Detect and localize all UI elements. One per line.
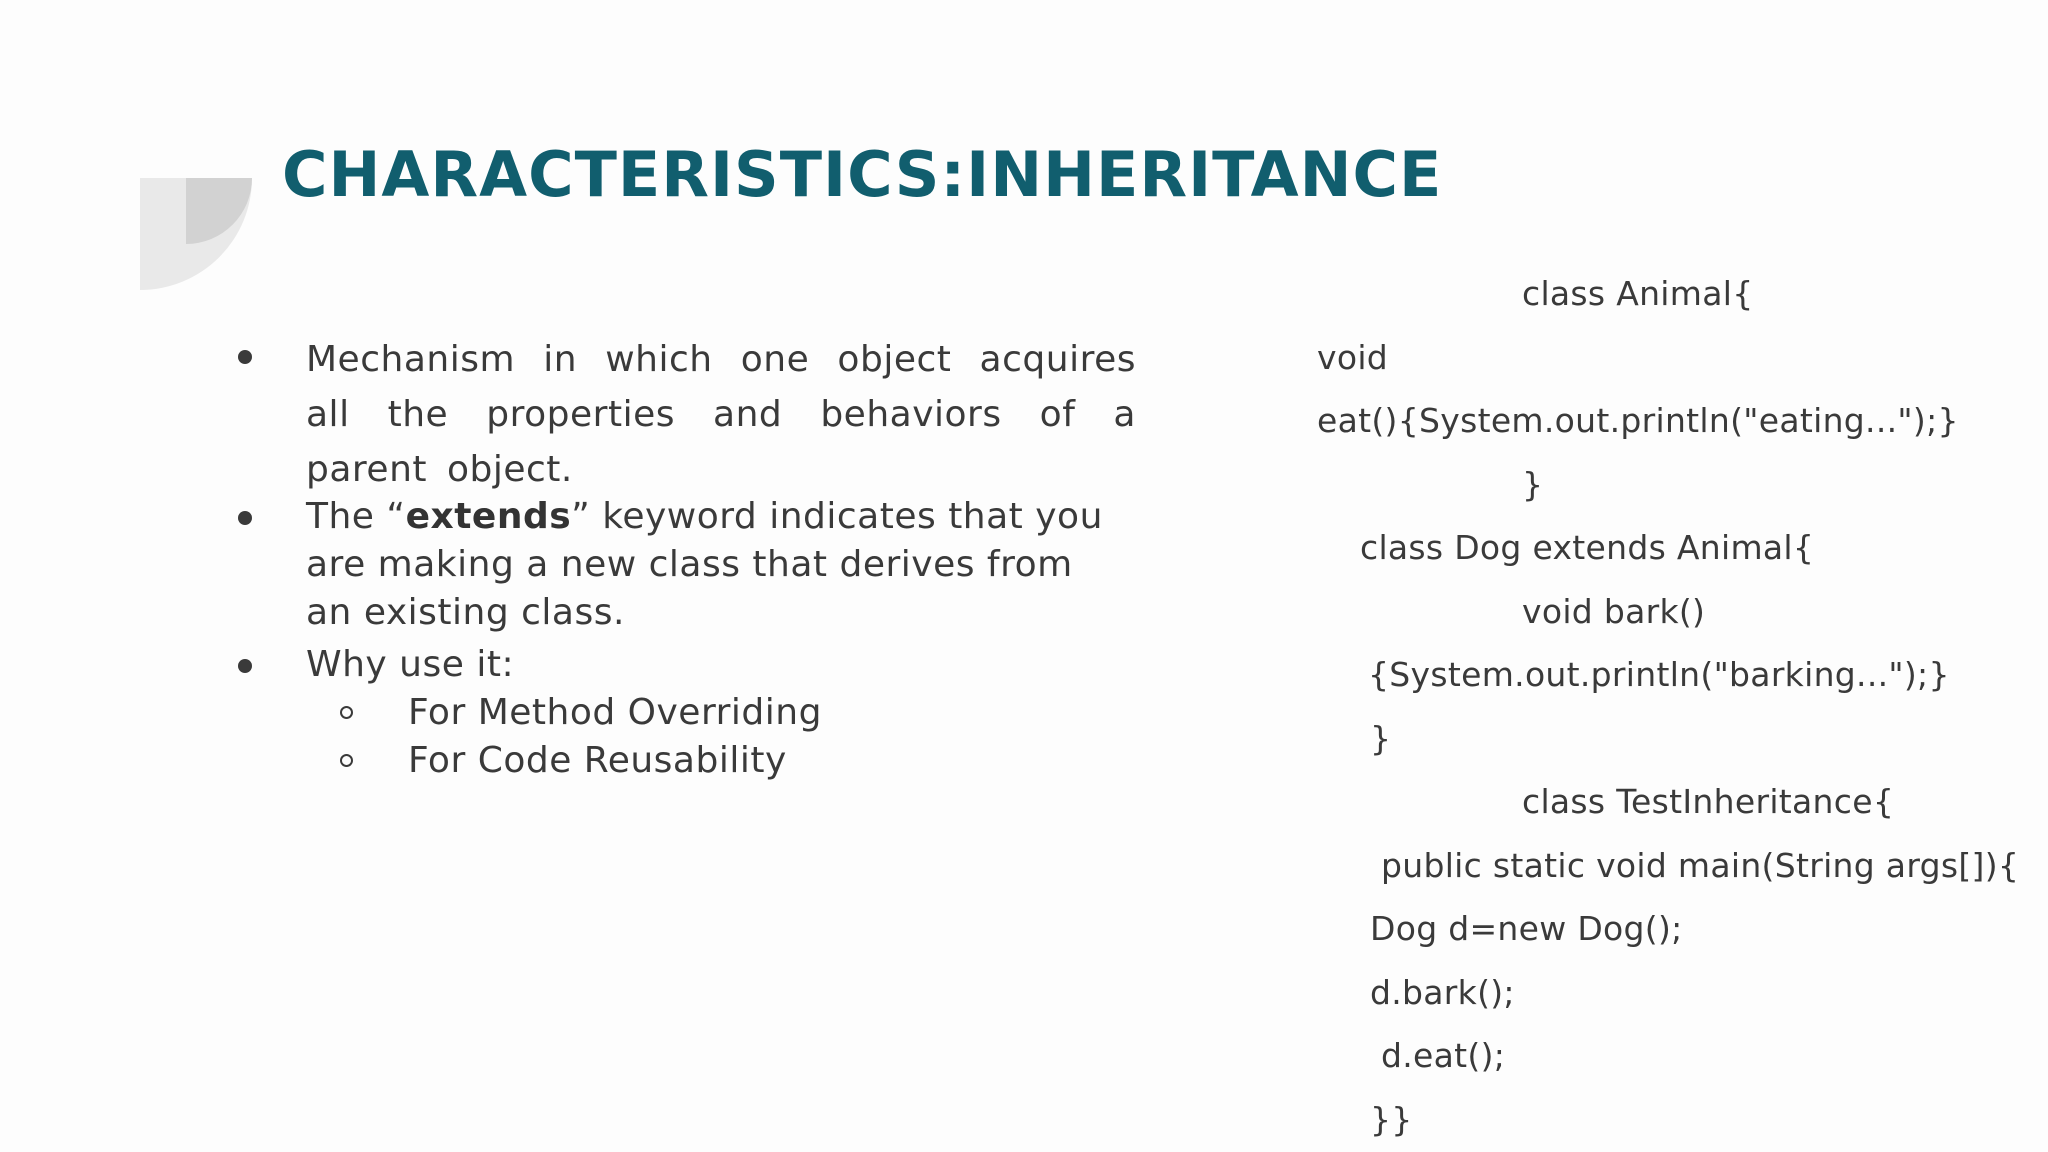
quarter-circle-ornament — [140, 178, 252, 290]
code-line: void — [1317, 338, 1389, 377]
code-line: d.bark(); — [1370, 973, 1515, 1012]
bullet-list — [232, 332, 1136, 785]
code-line: class Dog extends Animal{ — [1360, 528, 1815, 567]
bullet-prefix: The “ — [306, 496, 406, 537]
code-line: } — [1522, 465, 1544, 504]
sub-bullet-text: For Method Overriding — [408, 692, 822, 733]
code-line: d.eat(); — [1381, 1036, 1506, 1075]
sub-bullet-item — [232, 737, 1132, 785]
hollow-bullet-icon — [340, 754, 353, 767]
code-line: public static void main(String args[]){ — [1381, 846, 2020, 885]
code-line: void bark() — [1522, 592, 1706, 631]
sub-bullet-text: For Code Reusability — [408, 740, 787, 781]
bullet-item — [232, 493, 1126, 637]
code-line: {System.out.println("barking...");} — [1368, 655, 1950, 694]
code-line: class TestInheritance{ — [1522, 782, 1895, 821]
bullet-dot-icon — [238, 350, 252, 364]
hollow-bullet-icon — [340, 706, 353, 719]
code-line: Dog d=new Dog(); — [1370, 909, 1683, 948]
code-line: } — [1370, 719, 1392, 758]
bullet-suffix: ” keyword indicates that you are making a new class that derives from an existing class. — [306, 496, 1103, 633]
slide-title: CHARACTERISTICS:INHERITANCE — [282, 138, 1443, 211]
code-line: class Animal{ — [1522, 274, 1754, 313]
bullet-dot-icon — [238, 511, 252, 525]
bullet-text: Mechanism in which one object acquires all the properties and behaviors of a parent object. — [306, 339, 1136, 490]
ornament-inner-disc — [186, 178, 252, 244]
code-line: }} — [1370, 1100, 1413, 1139]
code-line: eat(){System.out.println("eating...");} — [1317, 401, 1959, 440]
bullet-dot-icon — [238, 659, 252, 673]
ornament-inner-arc — [186, 178, 252, 244]
bullet-keyword: extends — [405, 496, 572, 537]
bullet-text: Why use it: — [306, 644, 515, 685]
bullet-item — [232, 332, 1136, 497]
bullet-item — [232, 641, 1132, 689]
sub-bullet-item — [232, 689, 1132, 737]
